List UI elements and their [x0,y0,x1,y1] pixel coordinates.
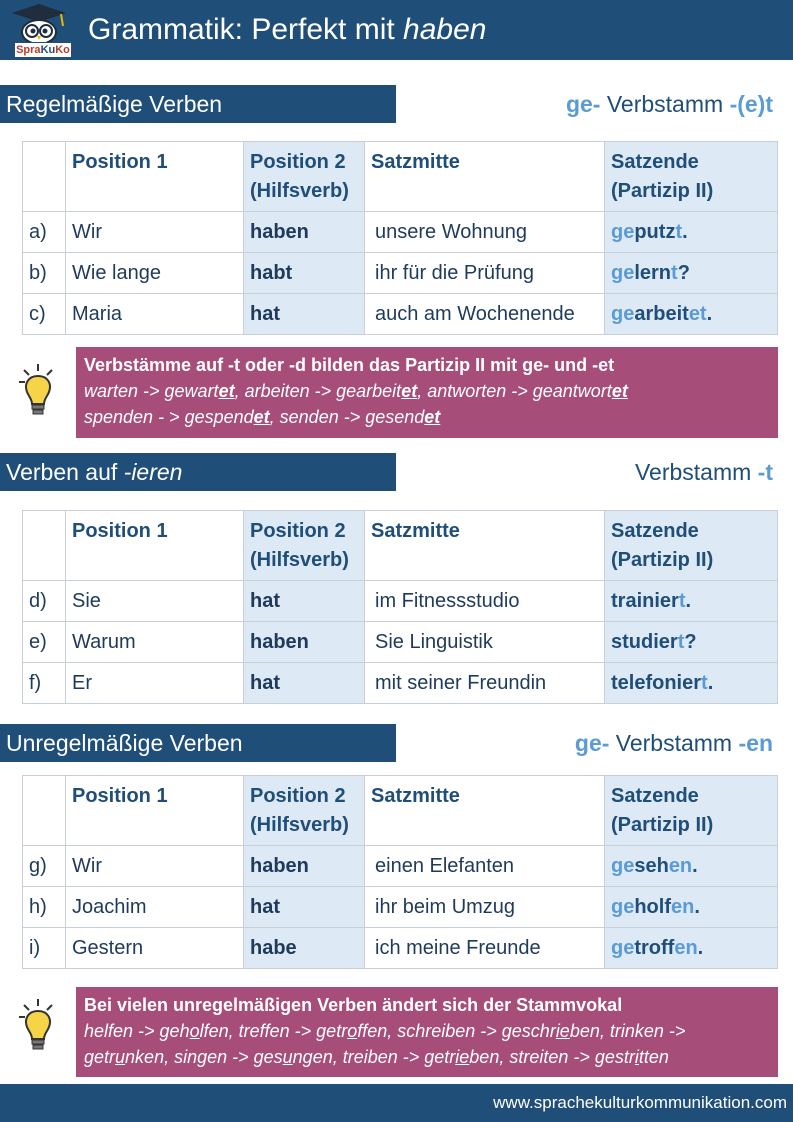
satzmitte-cell: im Fitnessstudio [365,581,605,622]
header-text: (Partizip II) [611,180,714,202]
auxiliary-verb-cell: hat [244,294,365,335]
auxiliary-verb-cell: hat [244,581,365,622]
header-cell-empty [23,142,66,212]
note-title: Bei vielen unregelmäßigen Verben ändert sich der Stammvokal [84,995,623,1015]
header-satzmitte: Satzmitte [365,142,605,212]
participle-cell [605,887,778,928]
participle-punctuation: . [682,221,688,243]
example-text: , senden -> gesend [269,407,425,427]
row-label: a) [23,212,66,253]
satzmitte-cell: ich meine Freunde [365,928,605,969]
row-label: b) [23,253,66,294]
logo [6,2,72,58]
header-text: (Hilfsverb) [250,549,349,571]
changed-vowel: i [634,1047,639,1067]
example-text: helfen -> geh [84,1021,190,1041]
participle-cell [605,253,778,294]
owl-mortarboard-icon [6,2,72,44]
participle-punctuation: . [697,937,704,959]
header-text: (Partizip II) [611,814,714,836]
participle-stem: trainier [611,590,679,612]
header-text: Position 2 [250,151,346,173]
example-text: getr [84,1047,116,1067]
header-cell-empty [23,511,66,581]
highlighted-ending: et [253,407,270,427]
table-row [23,622,778,663]
header-text: (Hilfsverb) [250,180,349,202]
position-1-cell: Wir [66,846,244,887]
example-text: ngen, treiben -> getr [292,1047,456,1067]
row-label: c) [23,294,66,335]
participle-suffix: en [671,896,695,918]
participle-suffix: t [671,262,678,284]
auxiliary-verb-cell: hat [244,663,365,704]
example-text: , arbeiten -> gearbeit [234,381,402,401]
participle-cell [605,212,778,253]
position-1-cell: Sie [66,581,244,622]
position-1-cell: Wir [66,212,244,253]
row-label: g) [23,846,66,887]
table-row [23,253,778,294]
header-satzmitte: Satzmitte [365,776,605,846]
participle-prefix: ge [611,896,635,918]
participle-suffix: t [675,221,683,243]
auxiliary-verb-cell: hat [244,887,365,928]
auxiliary-verb-cell: habe [244,928,365,969]
auxiliary-verb-cell: haben [244,846,365,887]
row-label: i) [23,928,66,969]
changed-vowel: o [189,1021,200,1041]
auxiliary-verb-cell: habt [244,253,365,294]
header-text: Position 2 [250,520,346,542]
position-1-cell: Er [66,663,244,704]
note-t-d-stems [76,347,778,438]
header-satzende [605,142,778,212]
participle-suffix: t [701,672,708,694]
participle-punctuation: . [694,896,700,918]
header-position-2 [244,142,365,212]
website-link[interactable]: www.sprachekulturkommunikation.com [493,1093,787,1112]
highlighted-ending: et [218,381,235,401]
participle-stem: troff [634,937,675,959]
section-title-regular: Regelmäßige Verben [0,85,396,123]
header-position-1: Position 1 [66,776,244,846]
example-text: ben, trinken -> [569,1021,686,1041]
header-text: Satzende [611,785,699,807]
position-1-cell: Wie lange [66,253,244,294]
participle-stem: putz [634,221,676,243]
participle-suffix: t [677,631,685,653]
changed-vowel: u [282,1047,293,1067]
table-row [23,581,778,622]
position-1-cell: Joachim [66,887,244,928]
changed-vowel: u [115,1047,126,1067]
table-header-row [23,776,778,846]
header-satzmitte: Satzmitte [365,511,605,581]
formula-irregular: ge- Verbstamm -en [574,730,773,756]
formula-regular: ge- Verbstamm -(e)t [565,91,773,117]
header-cell-empty [23,776,66,846]
example-text: nken, singen -> ges [125,1047,283,1067]
example-text: tten [638,1047,669,1067]
formula-ieren: Verbstamm -t [634,459,773,485]
table-header-row [23,511,778,581]
participle-stem: studier [611,631,678,653]
table-row [23,294,778,335]
lightbulb-icon [18,362,58,418]
example-text: ben, streiten -> gestr [469,1047,635,1067]
participle-prefix: ge [611,937,635,959]
participle-cell [605,581,778,622]
footer-bar [0,1084,793,1122]
satzmitte-cell: auch am Wochenende [365,294,605,335]
example-text: warten -> gewart [84,381,219,401]
logo-text: SpraKuKo [14,42,72,58]
participle-prefix: ge [611,221,635,243]
example-text: spenden - > gespend [84,407,254,427]
header-satzende [605,776,778,846]
table-regular [22,141,778,335]
participle-cell [605,928,778,969]
table-ieren [22,510,778,704]
participle-cell [605,622,778,663]
table-row [23,663,778,704]
participle-stem: holf [634,896,671,918]
satzmitte-cell: ihr für die Prüfung [365,253,605,294]
position-1-cell: Warum [66,622,244,663]
header-position-2 [244,511,365,581]
highlighted-ending: et [401,381,418,401]
auxiliary-verb-cell: haben [244,212,365,253]
participle-suffix: en [668,855,693,877]
note-example-line [84,1018,770,1044]
satzmitte-cell: unsere Wohnung [365,212,605,253]
table-row [23,212,778,253]
header-position-1: Position 1 [66,511,244,581]
auxiliary-verb-cell: haben [244,622,365,663]
note-example-line [84,378,770,404]
row-label: f) [23,663,66,704]
participle-punctuation: . [707,672,714,694]
header-position-1: Position 1 [66,142,244,212]
participle-punctuation: . [706,303,713,325]
page-title: Grammatik: Perfekt mit haben [88,13,487,46]
participle-punctuation: ? [677,262,690,284]
header-position-2 [244,776,365,846]
row-label: e) [23,622,66,663]
table-header-row [23,142,778,212]
row-label: h) [23,887,66,928]
changed-vowel: ie [455,1047,470,1067]
note-stem-vowel [76,987,778,1077]
participle-punctuation: . [692,855,698,877]
participle-prefix: ge [611,855,635,877]
participle-prefix: ge [611,262,635,284]
header-text: (Hilfsverb) [250,814,349,836]
position-1-cell: Gestern [66,928,244,969]
satzmitte-cell: ihr beim Umzug [365,887,605,928]
lightbulb-icon [18,997,58,1053]
position-1-cell: Maria [66,294,244,335]
header-text: Satzende [611,151,699,173]
participle-punctuation: . [685,590,692,612]
highlighted-ending: et [424,407,441,427]
participle-suffix: t [678,590,686,612]
header-text: (Partizip II) [611,549,714,571]
satzmitte-cell: Sie Linguistik [365,622,605,663]
note-title: Verbstämme auf -t oder -d bilden das Partizip II mit ge- und -et [84,355,615,375]
participle-suffix: et [688,303,707,325]
satzmitte-cell: einen Elefanten [365,846,605,887]
changed-vowel: ie [555,1021,570,1041]
example-text: ffen, schreiben -> geschr [357,1021,556,1041]
changed-vowel: o [347,1021,358,1041]
note-example-line [84,404,770,430]
table-row [23,887,778,928]
note-example-line [84,1044,770,1070]
section-title-irregular: Unregelmäßige Verben [0,724,396,762]
example-text: lfen, treffen -> getr [199,1021,348,1041]
header-text: Position 2 [250,785,346,807]
table-row [23,846,778,887]
highlighted-ending: et [611,381,628,401]
participle-suffix: en [674,937,698,959]
table-irregular [22,775,778,969]
table-row [23,928,778,969]
participle-punctuation: ? [684,631,697,653]
row-label: d) [23,581,66,622]
header-text: Satzende [611,520,699,542]
participle-stem: seh [634,855,669,877]
participle-prefix: ge [611,303,635,325]
satzmitte-cell: mit seiner Freundin [365,663,605,704]
participle-cell [605,294,778,335]
header-bar [0,0,793,60]
participle-cell [605,846,778,887]
header-satzende [605,511,778,581]
section-title-ieren: Verben auf -ieren [0,453,396,491]
participle-stem: telefonier [611,672,702,694]
participle-stem: lern [634,262,672,284]
example-text: , antworten -> geantwort [417,381,612,401]
participle-cell [605,663,778,704]
participle-stem: arbeit [634,303,689,325]
